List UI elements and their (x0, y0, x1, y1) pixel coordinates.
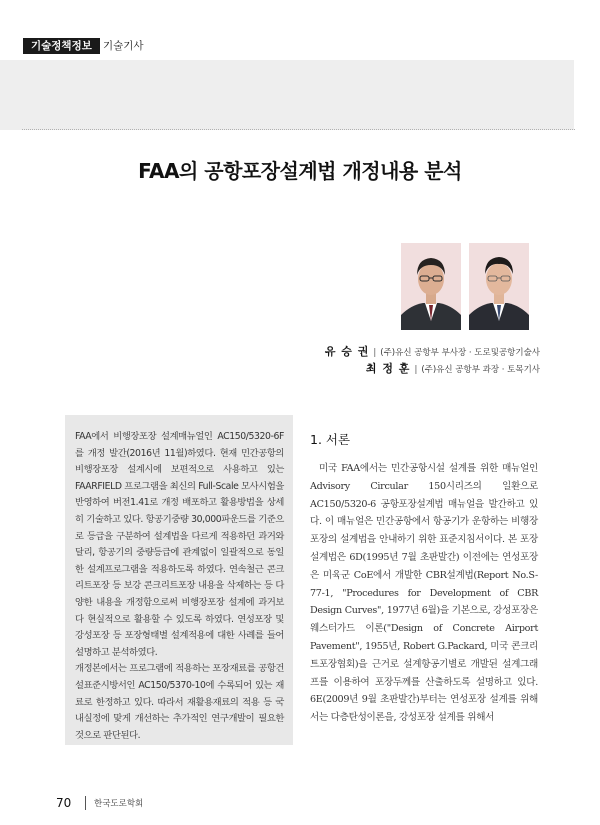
article-title: FAA의 공항포장설계법 개정내용 분석 (138, 159, 462, 183)
abstract-box (65, 415, 293, 745)
abstract-paragraph: FAA에서 비행장포장 설계매뉴얼인 AC150/5320-6F를 개정 발간(2016년 11월)하였다. 현재 민간공항의 비행장포장 설계시에 보편적으로 사용하고 있는 FAARFIELD 프로그램을 최신의 Full-Scale 모사시험을 반영하여 버전1.41로 개정 배포하고 활용방법을 상세히 기술하고 있다. 항공기중량 30,000파운드를 기준으로 등급을 구분하여 설계법을 다르게 적용하던 과거와 달리, 항공기의 중량등급에 관계없이 일괄적으로 동일한 설계프로그램을 적용하도록 하였다. 연속철근 콘크리트포장 등 보강 콘크리트포장 내용을 삭제하는 등 다양한 내용을 개정함으로써 비행장포장 설계에 과거보다 현실적으로 활용할 수 있도록 하였다. 연성포장 및 강성포장 등 포장형태별 설계적용에 대한 사례를 들어 설명하고 분석하였다. (75, 431, 284, 658)
abstract-paragraph: 개정본에서는 프로그램에 적용하는 포장재료를 공항건설표준시방서인 AC150/5370-10에 수록되어 있는 재료로 한정하고 있다. 따라서 재활용재료의 적용 등 국내실정에 맞게 개선하는 추가적인 연구개발이 필요한 것으로 판단된다. (75, 663, 284, 741)
body-text (310, 460, 538, 727)
author-photo-1 (401, 243, 461, 330)
author-name: 최 정 훈 (365, 362, 411, 375)
author-separator: | (373, 348, 377, 358)
subcategory-label: 기술기사 (103, 40, 144, 52)
person-portrait-icon (469, 243, 529, 330)
author-separator: | (414, 365, 418, 375)
body-paragraph: 미국 FAA에서는 민간공항시설 설계를 위한 매뉴얼인 Advisory Circular 150시리즈의 일환으로 AC150/5320-6 공항포장설계법 매뉴얼을 발간하고 있다. 이 매뉴얼은 민간공항에서 항공기가 운항하는 비행장포장의 설계법을 안내하기 위한 표준지침서이다. 본 포장설계법은 6D(1995년 7월 초판발간) 이전에는 연성포장은 미육군 CoE에서 개발한 CBR설계법(Report No.S-77-1, "Procedures for Development of CBR Design Curves", 1977년 6월)을 기본으로, 강성포장은 웨스터가드 이론("Design of Concrete Airport Pavement", 1955년, Robert G.Packard, 미국 콘크리트포장협회)을 근거로 설계항공기별로 개발된 설계그래프를 이용하여 포장두께를 산출하도록 설명하고 있다. 6E(2009년 9월 초판발간)부터는 연성포장 설계를 위해서는 다층탄성이론을, 강성포장 설계를 위해서 (310, 463, 538, 724)
author-row (300, 360, 540, 377)
section-heading: 1. 서론 (310, 432, 351, 447)
person-portrait-icon (401, 243, 461, 330)
page-footer (56, 795, 143, 811)
author-affiliation: (주)유신 공항부 부사장 · 도로및공항기술사 (380, 348, 540, 358)
header-band (0, 60, 574, 130)
author-name: 유 승 권 (324, 345, 370, 358)
category-badge: 기술정책정보 (23, 38, 100, 54)
dotted-divider (22, 129, 575, 130)
author-row (300, 343, 540, 360)
author-photo-2 (469, 243, 529, 330)
page-number: 70 (56, 796, 72, 810)
category-bar (0, 38, 600, 54)
author-list (300, 343, 540, 377)
journal-name: 한국도로학회 (94, 799, 144, 809)
footer-divider (85, 796, 86, 810)
author-affiliation: (주)유신 공항부 과장 · 토목기사 (421, 365, 540, 375)
